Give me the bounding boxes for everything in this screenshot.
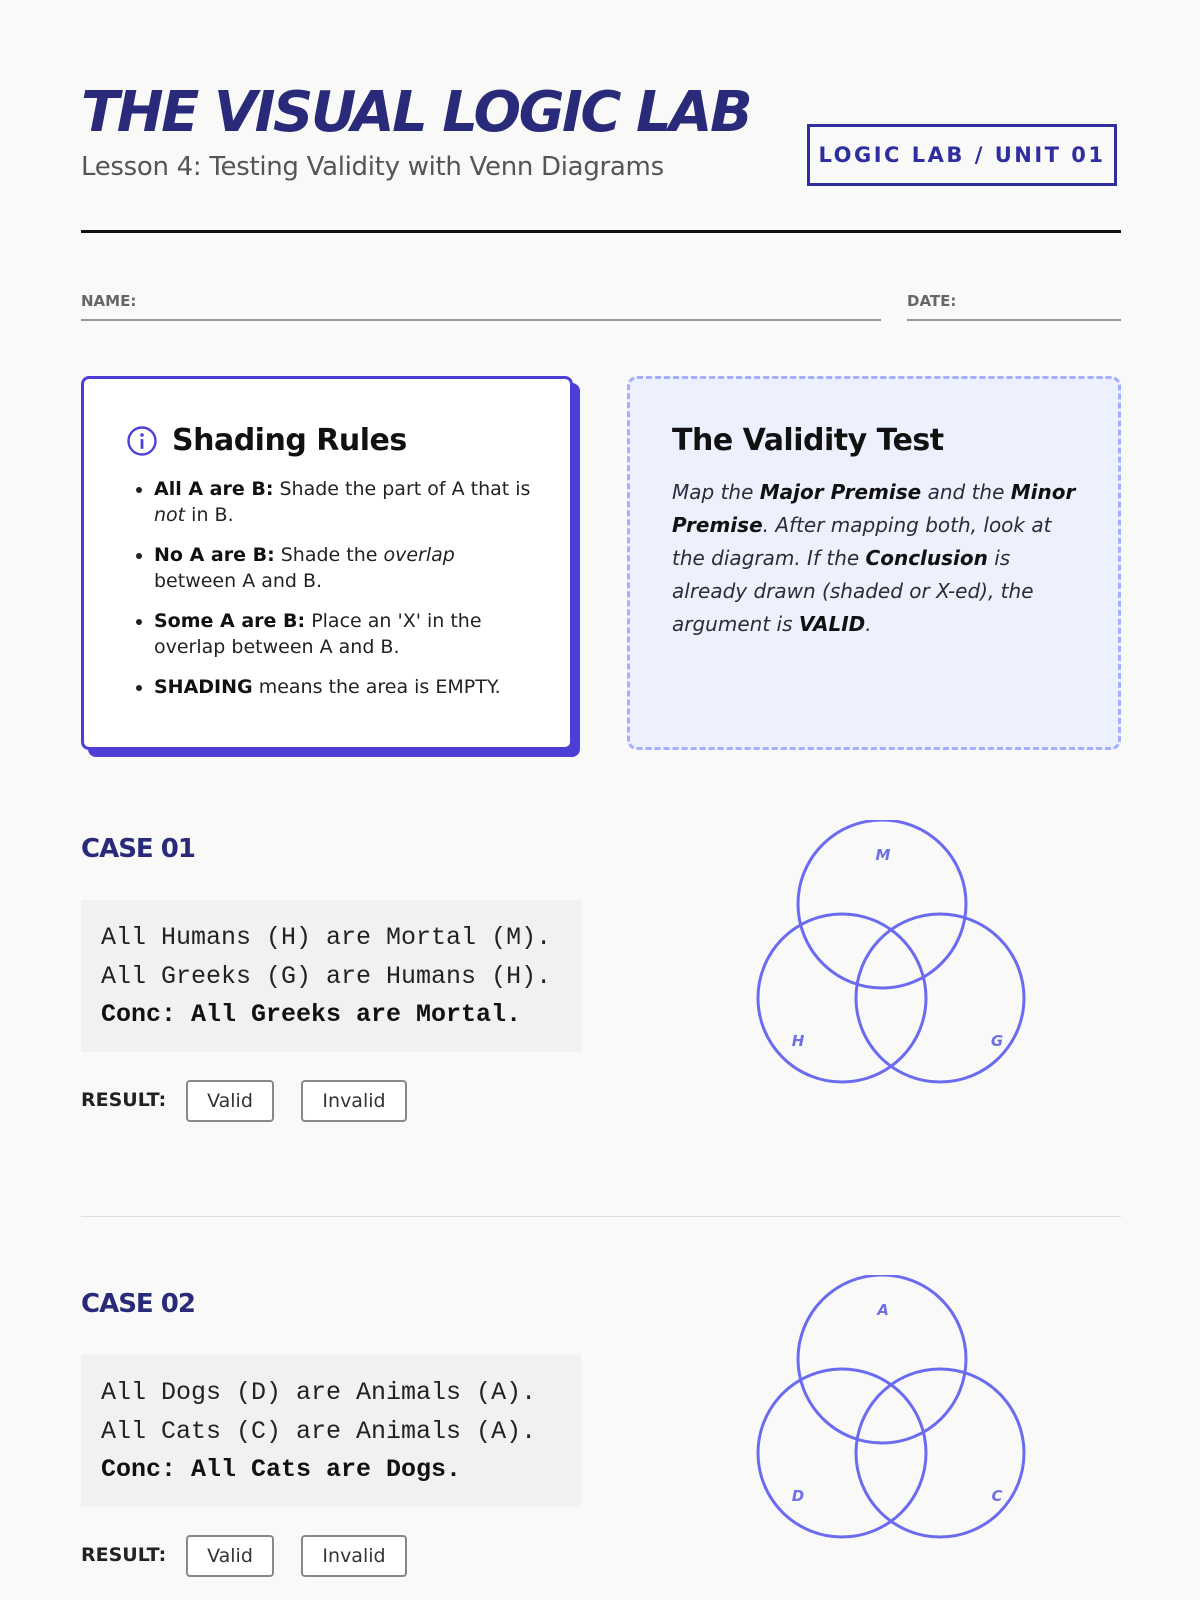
header-divider <box>81 230 1121 233</box>
venn-label-left: H <box>791 1032 805 1050</box>
shading-rules-title: Shading Rules <box>172 423 407 458</box>
venn-circle-left <box>758 914 926 1082</box>
shading-rules-card <box>81 376 573 750</box>
premises-box <box>81 1355 581 1507</box>
validity-test-body: Map the Major Premise and the Minor Premise. After mapping both, look at the diagram. If the Conclusion is already drawn (shaded or X-ed), the argument is VALID. <box>672 480 1076 636</box>
date-label: DATE: <box>907 292 957 310</box>
venn-circle-left <box>758 1369 926 1537</box>
result-label: RESULT: <box>81 1089 167 1111</box>
info-circle-icon <box>126 425 158 457</box>
premise-1: All Dogs (D) are Animals (A). <box>101 1378 537 1407</box>
venn-label-right: G <box>990 1032 1004 1050</box>
premise-1: All Humans (H) are Mortal (M). <box>101 923 552 952</box>
page-title: THE VISUAL LOGIC LAB <box>81 80 751 145</box>
rule-item: • SHADING means the area is EMPTY. <box>154 674 534 700</box>
venn-circle-right <box>856 1369 1024 1537</box>
shading-rules-list <box>126 476 534 700</box>
valid-button[interactable]: Valid <box>186 1535 274 1577</box>
premises-box <box>81 900 581 1052</box>
unit-badge: LOGIC LAB / UNIT 01 <box>807 124 1117 186</box>
name-label: NAME: <box>81 292 137 310</box>
case-label: CASE 01 <box>81 834 195 864</box>
validity-test-box <box>627 376 1121 750</box>
venn-label-left: D <box>791 1487 805 1505</box>
rule-item: • Some A are B: Place an 'X' in the overlap between A and B. <box>154 608 534 660</box>
result-label: RESULT: <box>81 1544 167 1566</box>
venn-diagram <box>740 820 1040 1086</box>
venn-circle-right <box>856 914 1024 1082</box>
case-label: CASE 02 <box>81 1289 195 1319</box>
validity-test-title: The Validity Test <box>672 423 944 458</box>
venn-label-top: A <box>877 1301 889 1319</box>
rule-item: • No A are B: Shade the overlap between A and B. <box>154 542 534 594</box>
invalid-button[interactable]: Invalid <box>301 1080 407 1122</box>
premise-2: All Cats (C) are Animals (A). <box>101 1416 537 1446</box>
section-divider <box>81 1216 1121 1217</box>
date-field[interactable] <box>907 319 1121 321</box>
valid-button[interactable]: Valid <box>186 1080 274 1122</box>
rule-item: • All A are B: Shade the part of A that is not in B. <box>154 476 534 528</box>
conclusion: Conc: All Cats are Dogs. <box>101 1455 462 1484</box>
venn-diagram <box>740 1275 1040 1541</box>
venn-label-top: M <box>875 846 891 864</box>
lesson-subtitle: Lesson 4: Testing Validity with Venn Diagrams <box>81 152 664 182</box>
venn-label-right: C <box>991 1487 1003 1505</box>
premise-2: All Greeks (G) are Humans (H). <box>101 961 552 991</box>
name-field[interactable] <box>81 319 881 321</box>
invalid-button[interactable]: Invalid <box>301 1535 407 1577</box>
conclusion: Conc: All Greeks are Mortal. <box>101 1000 522 1029</box>
